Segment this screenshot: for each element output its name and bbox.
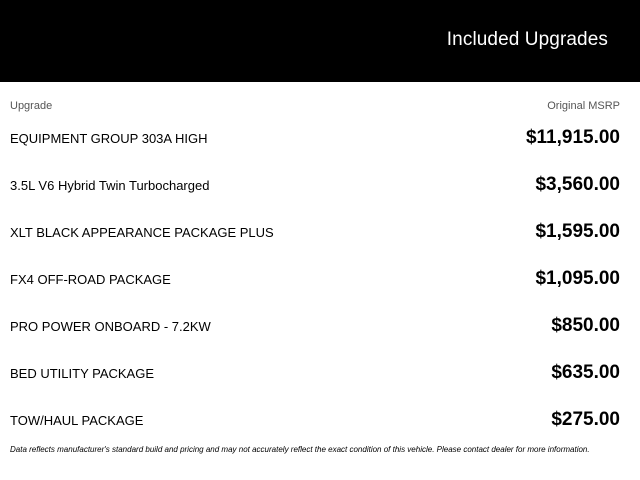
list-item	[10, 398, 620, 445]
list-item	[10, 304, 620, 351]
list-item	[10, 351, 620, 398]
upgrade-name: 3.5L V6 Hybrid Twin Turbocharged	[10, 178, 210, 193]
upgrade-name: FX4 OFF-ROAD PACKAGE	[10, 272, 171, 287]
column-headers	[10, 100, 620, 114]
upgrade-price: $635.00	[551, 362, 620, 383]
header-bar	[0, 0, 640, 82]
list-item	[10, 116, 620, 163]
column-header-upgrade: Upgrade	[10, 100, 53, 112]
upgrade-price: $275.00	[551, 409, 620, 430]
list-item	[10, 257, 620, 304]
list-item	[10, 163, 620, 210]
upgrade-price: $11,915.00	[525, 127, 620, 148]
upgrade-name: PRO POWER ONBOARD - 7.2KW	[10, 319, 211, 334]
upgrade-name: EQUIPMENT GROUP 303A HIGH	[10, 131, 208, 146]
upgrade-price: $3,560.00	[535, 174, 620, 195]
upgrade-name: TOW/HAUL PACKAGE	[10, 413, 144, 428]
upgrade-name: XLT BLACK APPEARANCE PACKAGE PLUS	[10, 225, 274, 240]
disclaimer-text: Data reflects manufacturer's standard build and pricing and may not accurately reflect the exact condition of this vehicle. Please contact dealer for more information.	[10, 445, 590, 454]
list-item	[10, 210, 620, 257]
upgrade-price: $1,095.00	[535, 268, 620, 289]
column-header-msrp: Original MSRP	[547, 100, 620, 112]
upgrade-price: $850.00	[551, 315, 620, 336]
upgrade-price: $1,595.00	[535, 221, 620, 242]
upgrade-list	[10, 116, 620, 445]
upgrade-name: BED UTILITY PACKAGE	[10, 366, 155, 381]
page-title: Included Upgrades	[446, 29, 608, 50]
